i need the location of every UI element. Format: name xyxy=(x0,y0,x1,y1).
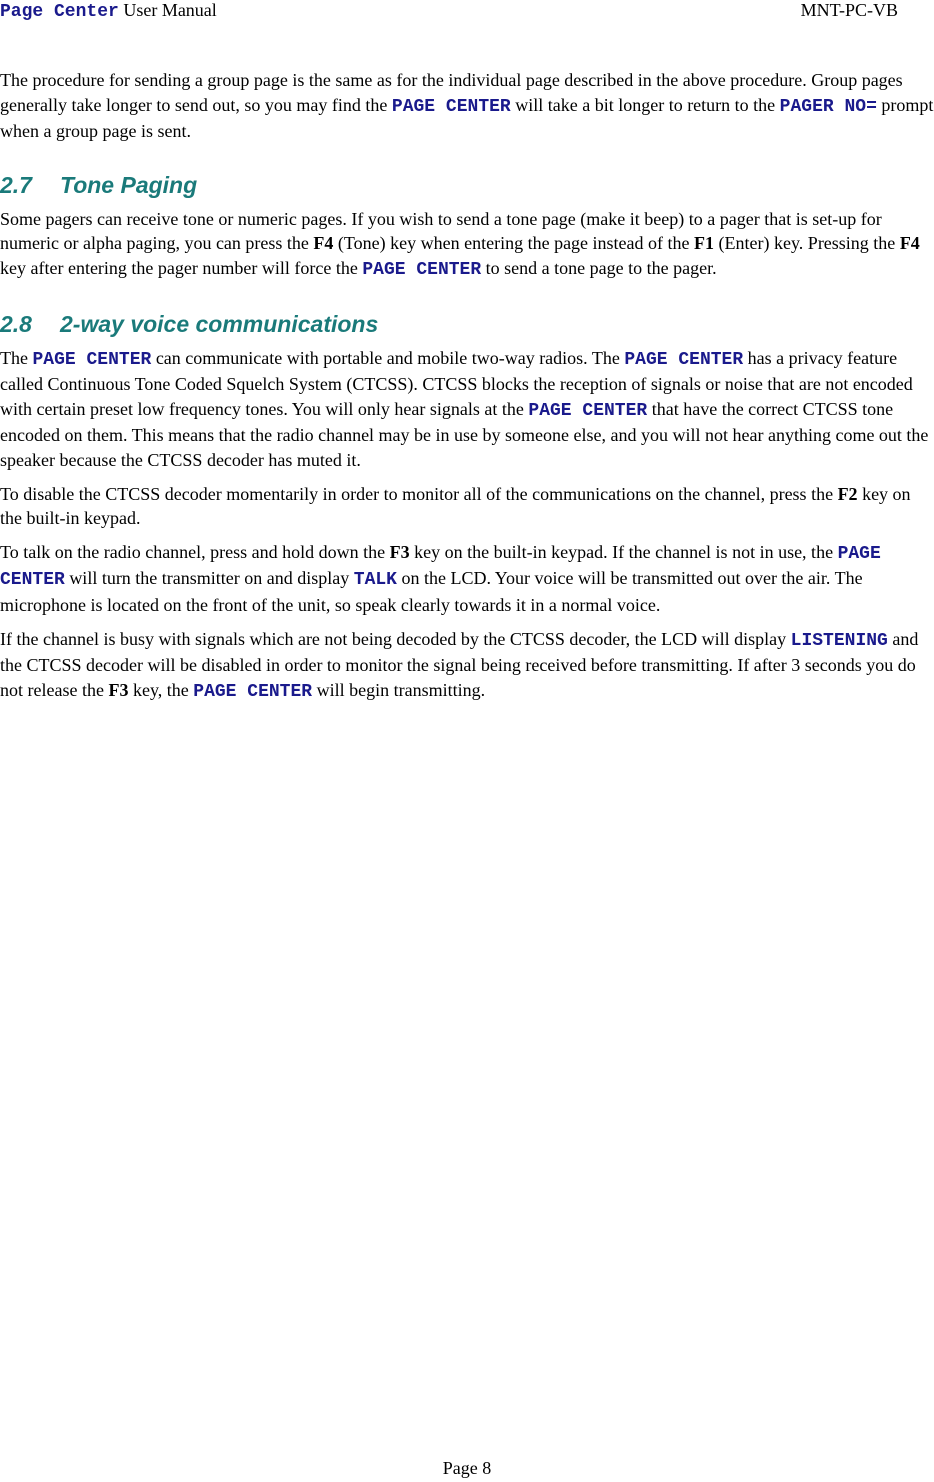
key-f2: F2 xyxy=(837,483,858,504)
keyword-page-center: PAGE CENTER xyxy=(0,543,881,591)
section-number: 2.7 xyxy=(0,171,32,198)
keyword-listening: LISTENING xyxy=(790,630,888,651)
voice-paragraph-disable: To disable the CTCSS decoder momentarily in order to monitor all of the communications on the channel, press the F2 key on the built-in keypad. xyxy=(0,483,911,529)
key-f3: F3 xyxy=(108,679,129,700)
keyword-page-center: PAGE CENTER xyxy=(624,349,744,370)
intro-paragraph: The procedure for sending a group page is the same as for the individual page described in the above procedure. Group pages generally take longer to send out, so you may find the PAGE CENTER will take a bit longer to return to the PAGER NO= prompt when a group page is sent. xyxy=(0,70,934,142)
tone-paging-paragraph: Some pagers can receive tone or numeric pages. If you wish to send a tone page (make it beep) to a pager that is set-up for numeric or alpha paging, you can press the F4 (Tone) key when entering the page instead of the F1 (Enter) key. Pressing the F4 key after entering the pager number will force the PAGE CENTER to send a tone page to the pager. xyxy=(0,208,920,280)
keyword-page-center: PAGE CENTER xyxy=(32,349,152,370)
header-product-name: Page Center xyxy=(0,2,119,22)
section-heading-tone-paging xyxy=(0,172,934,199)
key-f3: F3 xyxy=(389,541,410,562)
key-f1: F1 xyxy=(694,233,715,254)
keyword-page-center: PAGE CENTER xyxy=(391,96,511,117)
page-header xyxy=(0,0,934,24)
header-manual-label: User Manual xyxy=(123,0,217,20)
voice-paragraph-ctcss: The PAGE CENTER can communicate with portable and mobile two-way radios. The PAGE CENTER has a privacy feature called Continuous Tone Coded Squelch System (CTCSS). CTCSS blocks the reception of signals or noise that are not encoded with certain preset low frequency tones. You will only hear signals at the PAGE CENTER that have the correct CTCSS tone encoded on them. This means that the radio channel may be in use by someone else, and you will not hear anything come out the speaker because the CTCSS decoder has muted it. xyxy=(0,347,929,470)
header-title xyxy=(0,0,217,22)
section-title: 2-way voice communications xyxy=(60,310,379,337)
header-doc-code: MNT-PC-VB xyxy=(800,0,898,20)
keyword-talk: TALK xyxy=(353,570,397,591)
keyword-page-center: PAGE CENTER xyxy=(528,400,648,421)
keyword-page-center: PAGE CENTER xyxy=(193,681,313,702)
key-f4: F4 xyxy=(899,233,920,254)
section-number: 2.8 xyxy=(0,310,32,337)
section-title: Tone Paging xyxy=(60,171,198,198)
page-number: Page 8 xyxy=(442,1458,492,1478)
keyword-pager-no: PAGER NO= xyxy=(779,96,877,117)
voice-paragraph-talk: To talk on the radio channel, press and hold down the F3 key on the built-in keypad. If the channel is not in use, the PAGE CENTER will turn the transmitter on and display TALK on the LCD. Your voice will be transmitted out over the air. The microphone is located on the front of the unit, so speak clearly towards it in a normal voice. xyxy=(0,541,881,615)
section-heading-voice-communications xyxy=(0,311,934,338)
keyword-page-center: PAGE CENTER xyxy=(362,259,482,280)
voice-paragraph-busy: If the channel is busy with signals which are not being decoded by the CTCSS decoder, the LCD will display LISTENING and the CTCSS decoder will be disabled in order to monitor the signal being received before transmitting. If after 3 seconds you do not release the F3 key, the PAGE CENTER will begin transmitting. xyxy=(0,628,919,702)
page-content xyxy=(0,68,934,713)
key-f4: F4 xyxy=(313,233,334,254)
